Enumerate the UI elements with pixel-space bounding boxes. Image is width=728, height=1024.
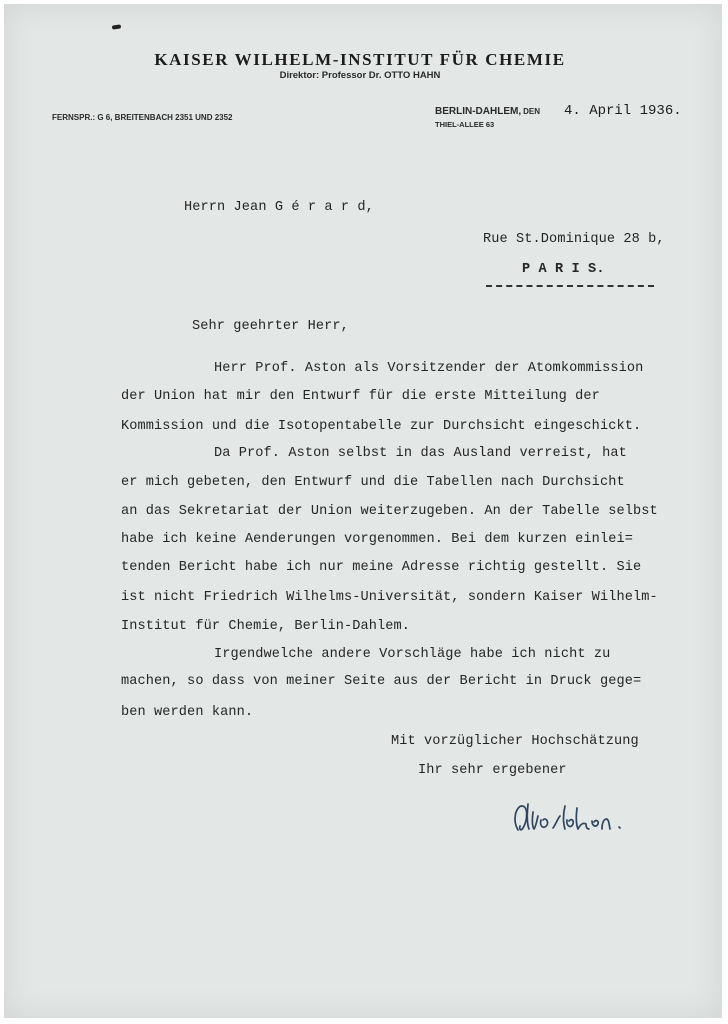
body-line: Da Prof. Aston selbst in das Ausland verreist, hat	[214, 446, 627, 461]
letter-date: 4. April 1936.	[564, 103, 682, 119]
body-line: ist nicht Friedrich Wilhelms-Universität, sondern Kaiser Wilhelm-	[121, 590, 658, 605]
body-line: Irgendwelche andere Vorschläge habe ich nicht zu	[214, 647, 611, 662]
letterhead-director: Direktor: Professor Dr. OTTO HAHN	[279, 70, 441, 81]
closing-line: Ihr sehr ergebener	[418, 763, 567, 778]
body-line: tenden Bericht habe ich nur meine Adresse richtig gestellt. Sie	[121, 560, 642, 575]
recipient-street: Rue St.Dominique 28 b,	[483, 232, 665, 247]
recipient-city: P A R I S.	[522, 262, 605, 277]
salutation: Sehr geehrter Herr,	[192, 319, 349, 334]
body-line: Institut für Chemie, Berlin-Dahlem.	[121, 619, 411, 634]
recipient-name: Herrn Jean G é r a r d,	[184, 200, 374, 215]
body-line: Herr Prof. Aston als Vorsitzender der Atomkommission	[214, 361, 644, 376]
body-line: an das Sekretariat der Union weiterzugeben. An der Tabelle selbst	[121, 504, 658, 519]
signature	[510, 796, 630, 840]
letterhead-place	[435, 106, 540, 117]
letterhead-street: THIEL-ALLEE 63	[435, 120, 495, 129]
body-line: ben werden kann.	[121, 705, 254, 720]
address-underline	[486, 285, 654, 287]
closing-line: Mit vorzüglicher Hochschätzung	[391, 734, 639, 749]
body-line: er mich gebeten, den Entwurf und die Tabellen nach Durchsicht	[121, 475, 625, 490]
body-line: machen, so dass von meiner Seite aus der Bericht in Druck gege=	[121, 674, 642, 689]
body-line: Kommission und die Isotopentabelle zur Durchsicht eingeschickt.	[121, 419, 642, 434]
letterhead-institute: KAISER WILHELM-INSTITUT FÜR CHEMIE	[154, 50, 566, 69]
letterhead-den: DEN	[523, 107, 540, 116]
letterhead-phone: FERNSPR.: G 6, BREITENBACH 2351 UND 2352	[52, 113, 233, 122]
body-line: habe ich keine Aenderungen vorgenommen. Bei dem kurzen einlei=	[121, 532, 633, 547]
body-line: der Union hat mir den Entwurf für die erste Mitteilung der	[121, 389, 600, 404]
letterhead-place-name: BERLIN-DAHLEM,	[435, 106, 522, 117]
